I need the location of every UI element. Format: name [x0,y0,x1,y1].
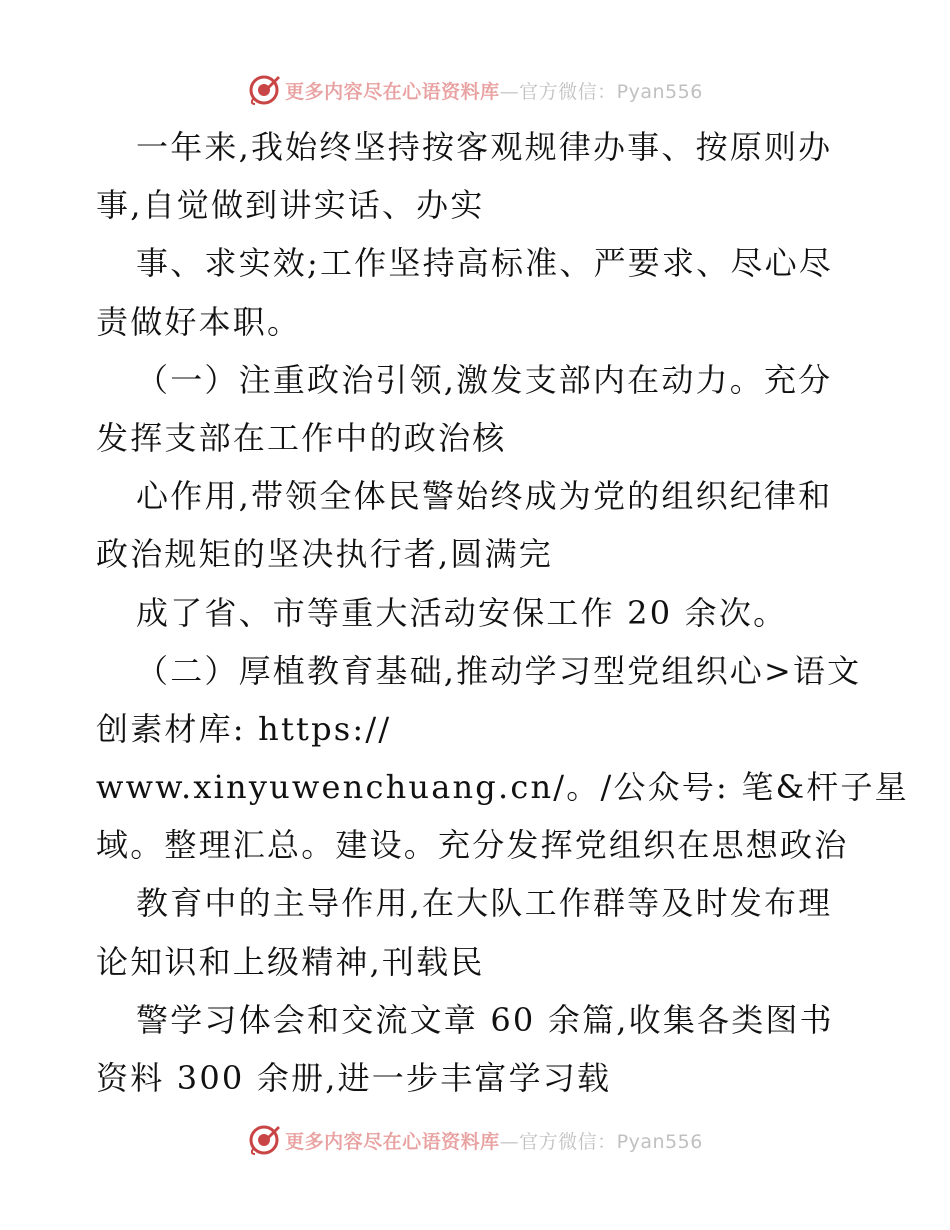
text-line: 政治规矩的坚决执行者,圆满完 [96,535,553,574]
text-line: （一）注重政治引领,激发支部内在动力。充分 [136,360,833,399]
banner-text [285,1127,703,1154]
document-body [96,118,909,1107]
text-line: 域。整理汇总。建设。充分发挥党组织在思想政治 [96,826,849,865]
banner-text [285,77,703,104]
text-line: 心作用,带领全体民警始终成为党的组织纪律和 [136,477,833,516]
footer-banner [0,1120,950,1160]
text-line: （二）厚植教育基础,推动学习型党组织心>语文 [136,651,862,690]
banner-separator: — [499,1130,520,1153]
banner-brand: 更多内容尽在心语资料库 [285,1130,500,1153]
text-line: 成了省、市等重大活动安保工作 20 余次。 [136,593,788,632]
text-line: 事、求实效;工作坚持高标准、严要求、尽心尽 [136,244,833,283]
text-line: 资料 300 余册,进一步丰富学习载 [96,1059,612,1097]
banner-brand: 更多内容尽在心语资料库 [285,80,500,103]
banner-wechat: 官方微信：Pyan556 [519,1130,703,1153]
text-line: 一年来,我始终坚持按客观规律办事、按原则办 [136,128,833,166]
text-line: 事,自觉做到讲实话、办实 [96,186,485,225]
pen-logo-icon [247,1123,281,1157]
text-line: 教育中的主导作用,在大队工作群等及时发布理 [136,884,833,923]
text-line: 发挥支部在工作中的政治核 [96,418,507,457]
text-line: 警学习体会和交流文章 60 余篇,收集各类图书 [136,1000,834,1039]
text-line: 责做好本职。 [96,302,302,341]
text-line: 论知识和上级精神,刊载民 [96,942,485,981]
pen-logo-icon [247,73,281,107]
header-banner [0,70,950,110]
text-line: www.xinyuwenchuang.cn/。/公众号: 笔&杆子星 [96,768,909,807]
text-line: 创素材库: https:// [96,709,392,748]
banner-separator: — [499,80,520,103]
banner-wechat: 官方微信：Pyan556 [519,80,703,103]
